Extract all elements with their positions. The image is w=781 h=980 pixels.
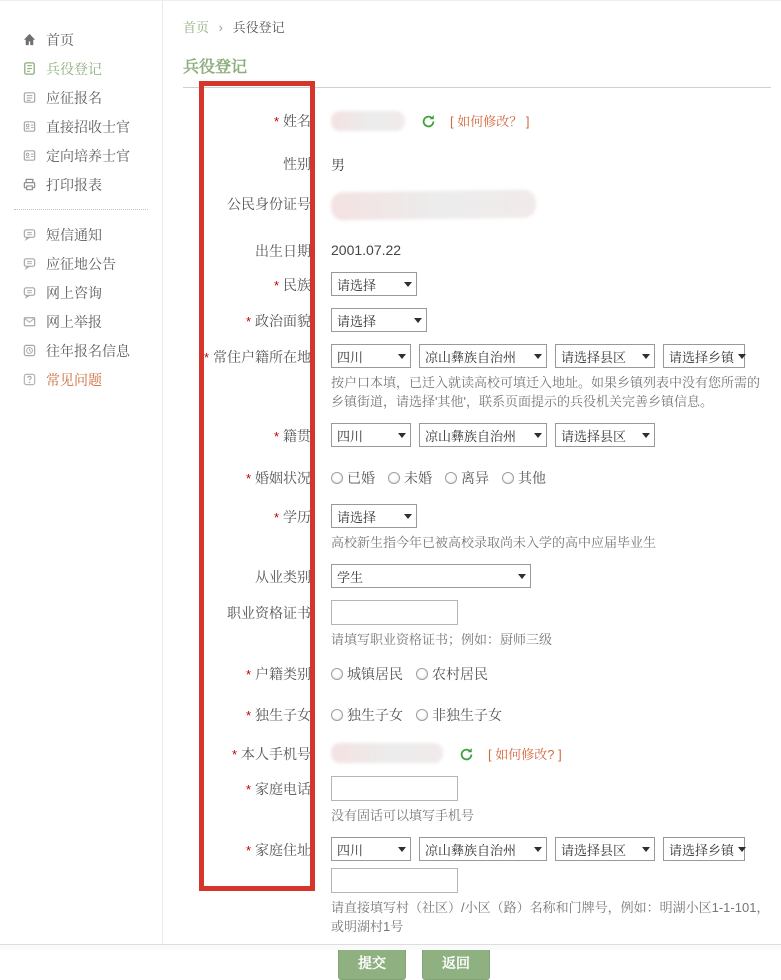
printer-icon (22, 177, 37, 192)
footer-divider (0, 944, 781, 950)
name-label: * 姓名： (273, 113, 325, 129)
ethnicity-label: * 民族： (273, 277, 325, 293)
occupation-select[interactable]: 学生 (331, 564, 531, 588)
dropdown-arrow-icon (738, 354, 746, 363)
sidebar-item-military-register[interactable] (0, 54, 162, 83)
home-icon (22, 32, 37, 47)
refresh-icon[interactable] (421, 114, 436, 129)
sidebar-item-home[interactable] (0, 25, 162, 54)
dropdown-arrow-icon (642, 433, 650, 442)
sidebar-item-label: 兵役登记 (46, 60, 102, 77)
dropdown-arrow-icon (534, 847, 542, 856)
register-doc-icon (22, 61, 37, 76)
marital-option-married[interactable]: 已婚 (331, 468, 375, 488)
dropdown-arrow-icon (398, 847, 406, 856)
breadcrumb (183, 17, 771, 36)
education-select[interactable]: 请选择 (331, 504, 417, 528)
occupation-row (183, 564, 771, 588)
politics-label: * 政治面貌： (245, 313, 325, 329)
birth-date-label: 出生日期： (255, 243, 325, 259)
home-phone-help-text: 没有固话可以填写手机号 (331, 808, 475, 823)
origin-row (183, 423, 771, 447)
title-divider (183, 87, 771, 88)
sidebar-item-label: 网上举报 (46, 313, 102, 330)
name-row (183, 108, 771, 131)
politics-select[interactable]: 请选择 (331, 308, 427, 332)
sidebar-item-label: 常见问题 (46, 371, 102, 388)
residence-city-select[interactable]: 凉山彝族自治州 (419, 344, 547, 368)
address-help-text: 请直接填写村（社区）/小区（路）名称和门牌号，例如：明湖小区1-1-101，或明湖村1号 (331, 900, 770, 934)
page-title: 兵役登记 (183, 59, 248, 76)
certificate-help-text: 请填写职业资格证书；例如：厨师三级 (331, 632, 553, 647)
idcard-icon (22, 119, 37, 134)
dropdown-arrow-icon (398, 433, 406, 442)
marital-option-unmarried[interactable]: 未婚 (388, 468, 432, 488)
residence-label: * 常住户籍所在地： (203, 349, 325, 365)
question-icon (22, 372, 37, 387)
sidebar-item-targeted-nco[interactable] (0, 141, 162, 170)
gender-label: 性别： (283, 156, 325, 172)
address-row (183, 837, 771, 936)
radio-icon (388, 472, 400, 484)
home-phone-row (183, 776, 771, 825)
sidebar-item-label: 定向培养士官 (46, 147, 130, 164)
back-button[interactable]: 返回 (422, 946, 490, 980)
dropdown-arrow-icon (738, 847, 746, 856)
address-town-select[interactable]: 请选择乡镇 (663, 837, 745, 861)
breadcrumb-current: 兵役登记 (232, 20, 285, 35)
marital-option-other[interactable]: 其他 (502, 468, 546, 488)
dropdown-arrow-icon (642, 354, 650, 363)
idcard-icon (22, 148, 37, 163)
sidebar-item-area-announcement[interactable] (0, 249, 162, 278)
radio-icon (445, 472, 457, 484)
ethnicity-row (183, 272, 771, 296)
dropdown-arrow-icon (398, 354, 406, 363)
dropdown-arrow-icon (404, 514, 412, 523)
birth-date-row (183, 238, 771, 260)
residence-town-select[interactable]: 请选择乡镇 (663, 344, 745, 368)
household-option-rural[interactable]: 农村居民 (416, 664, 488, 684)
masked-name-value (331, 111, 405, 131)
residence-province-select[interactable]: 四川 (331, 344, 411, 368)
only-child-option-no[interactable]: 非独生子女 (416, 705, 502, 725)
id-number-row (183, 191, 771, 222)
sidebar-item-online-consult[interactable] (0, 278, 162, 307)
home-phone-input[interactable] (331, 776, 458, 801)
dropdown-arrow-icon (414, 318, 422, 327)
breadcrumb-separator: › (218, 20, 223, 35)
chat-icon (22, 227, 37, 242)
form-actions (338, 946, 771, 980)
masked-mobile-value (331, 743, 443, 763)
residence-county-select[interactable]: 请选择县区 (555, 344, 655, 368)
radio-icon (502, 472, 514, 484)
certificate-label: 职业资格证书： (227, 605, 325, 621)
marital-label: * 婚姻状况： (245, 470, 325, 486)
radio-icon (416, 709, 428, 721)
ethnicity-select[interactable]: 请选择 (331, 272, 417, 296)
sidebar-item-label: 应征报名 (46, 89, 102, 106)
only-child-row (183, 702, 771, 725)
origin-city-select[interactable]: 凉山彝族自治州 (419, 423, 547, 447)
origin-province-select[interactable]: 四川 (331, 423, 411, 447)
radio-icon (331, 709, 343, 721)
residence-row (183, 344, 771, 411)
gender-value: 男 (331, 157, 345, 173)
sidebar-divider (14, 209, 148, 210)
form-icon (22, 90, 37, 105)
certificate-input[interactable] (331, 600, 458, 625)
sidebar-item-print-report[interactable] (0, 170, 162, 199)
address-detail-input[interactable] (331, 868, 458, 893)
envelope-icon (22, 314, 37, 329)
sidebar-item-label: 往年报名信息 (46, 342, 130, 359)
dropdown-arrow-icon (518, 574, 526, 583)
history-icon (22, 343, 37, 358)
education-help-text: 高校新生指今年已被高校录取尚未入学的高中应届毕业生 (331, 535, 657, 550)
submit-button[interactable]: 提交 (338, 946, 406, 980)
dropdown-arrow-icon (404, 282, 412, 291)
how-to-modify-link[interactable]: [ 如何修改？ ] (450, 113, 530, 129)
only-child-label: * 独生子女： (245, 707, 325, 723)
chat-icon (22, 285, 37, 300)
sidebar-item-enlist-signup[interactable] (0, 83, 162, 112)
sidebar-item-label: 短信通知 (46, 226, 102, 243)
home-phone-label: * 家庭电话： (245, 781, 325, 797)
occupation-label: 从业类别： (255, 569, 325, 585)
politics-row (183, 308, 771, 332)
sidebar-item-label: 网上咨询 (46, 284, 102, 301)
certificate-row (183, 600, 771, 649)
address-province-select[interactable]: 四川 (331, 837, 411, 861)
masked-id-number-value (331, 190, 536, 221)
only-child-option-yes[interactable]: 独生子女 (331, 705, 403, 725)
origin-county-select[interactable]: 请选择县区 (555, 423, 655, 447)
address-city-select[interactable]: 凉山彝族自治州 (419, 837, 547, 861)
id-number-label: 公民身份证号： (227, 196, 325, 212)
radio-icon (416, 668, 428, 680)
dropdown-arrow-icon (642, 847, 650, 856)
sidebar-item-label: 直接招收士官 (46, 118, 130, 135)
residence-help-text: 按户口本填，已迁入就读高校可填迁入地址。如果乡镇列表中没有您所需的乡镇街道，请选择'其他'，联系页面提示的兵役机关完善乡镇信息。 (331, 375, 761, 409)
radio-icon (331, 472, 343, 484)
education-label: * 学历： (273, 509, 325, 525)
refresh-icon[interactable] (459, 747, 474, 762)
mobile-label: * 本人手机号： (231, 746, 325, 762)
dropdown-arrow-icon (534, 354, 542, 363)
household-option-urban[interactable]: 城镇居民 (331, 664, 403, 684)
chat-icon (22, 256, 37, 271)
radio-icon (331, 668, 343, 680)
sidebar-item-label: 应征地公告 (46, 255, 116, 272)
sidebar-item-label: 首页 (46, 31, 74, 48)
marital-row (183, 465, 771, 488)
address-label: * 家庭住址： (245, 842, 325, 858)
sidebar-item-label: 打印报表 (46, 176, 102, 193)
gender-row (183, 151, 771, 175)
education-row (183, 504, 771, 552)
main-content (162, 1, 781, 971)
origin-label: * 籍贯： (273, 428, 325, 444)
birth-date-value: 2001.07.22 (331, 242, 402, 258)
dropdown-arrow-icon (534, 433, 542, 442)
sidebar-item-direct-nco[interactable] (0, 112, 162, 141)
sidebar-item-online-report[interactable] (0, 307, 162, 336)
mobile-row (183, 741, 771, 764)
sidebar-item-previous-signup-info[interactable] (0, 336, 162, 365)
address-county-select[interactable]: 请选择县区 (555, 837, 655, 861)
breadcrumb-home-link[interactable]: 首页 (183, 20, 210, 35)
household-row (183, 661, 771, 684)
sidebar-item-faq[interactable] (0, 365, 162, 394)
household-label: * 户籍类别： (245, 666, 325, 682)
sidebar (0, 1, 162, 950)
marital-option-divorced[interactable]: 离异 (445, 468, 489, 488)
how-to-modify-link[interactable]: [ 如何修改? ] (488, 746, 562, 762)
sidebar-item-sms-notice[interactable] (0, 220, 162, 249)
